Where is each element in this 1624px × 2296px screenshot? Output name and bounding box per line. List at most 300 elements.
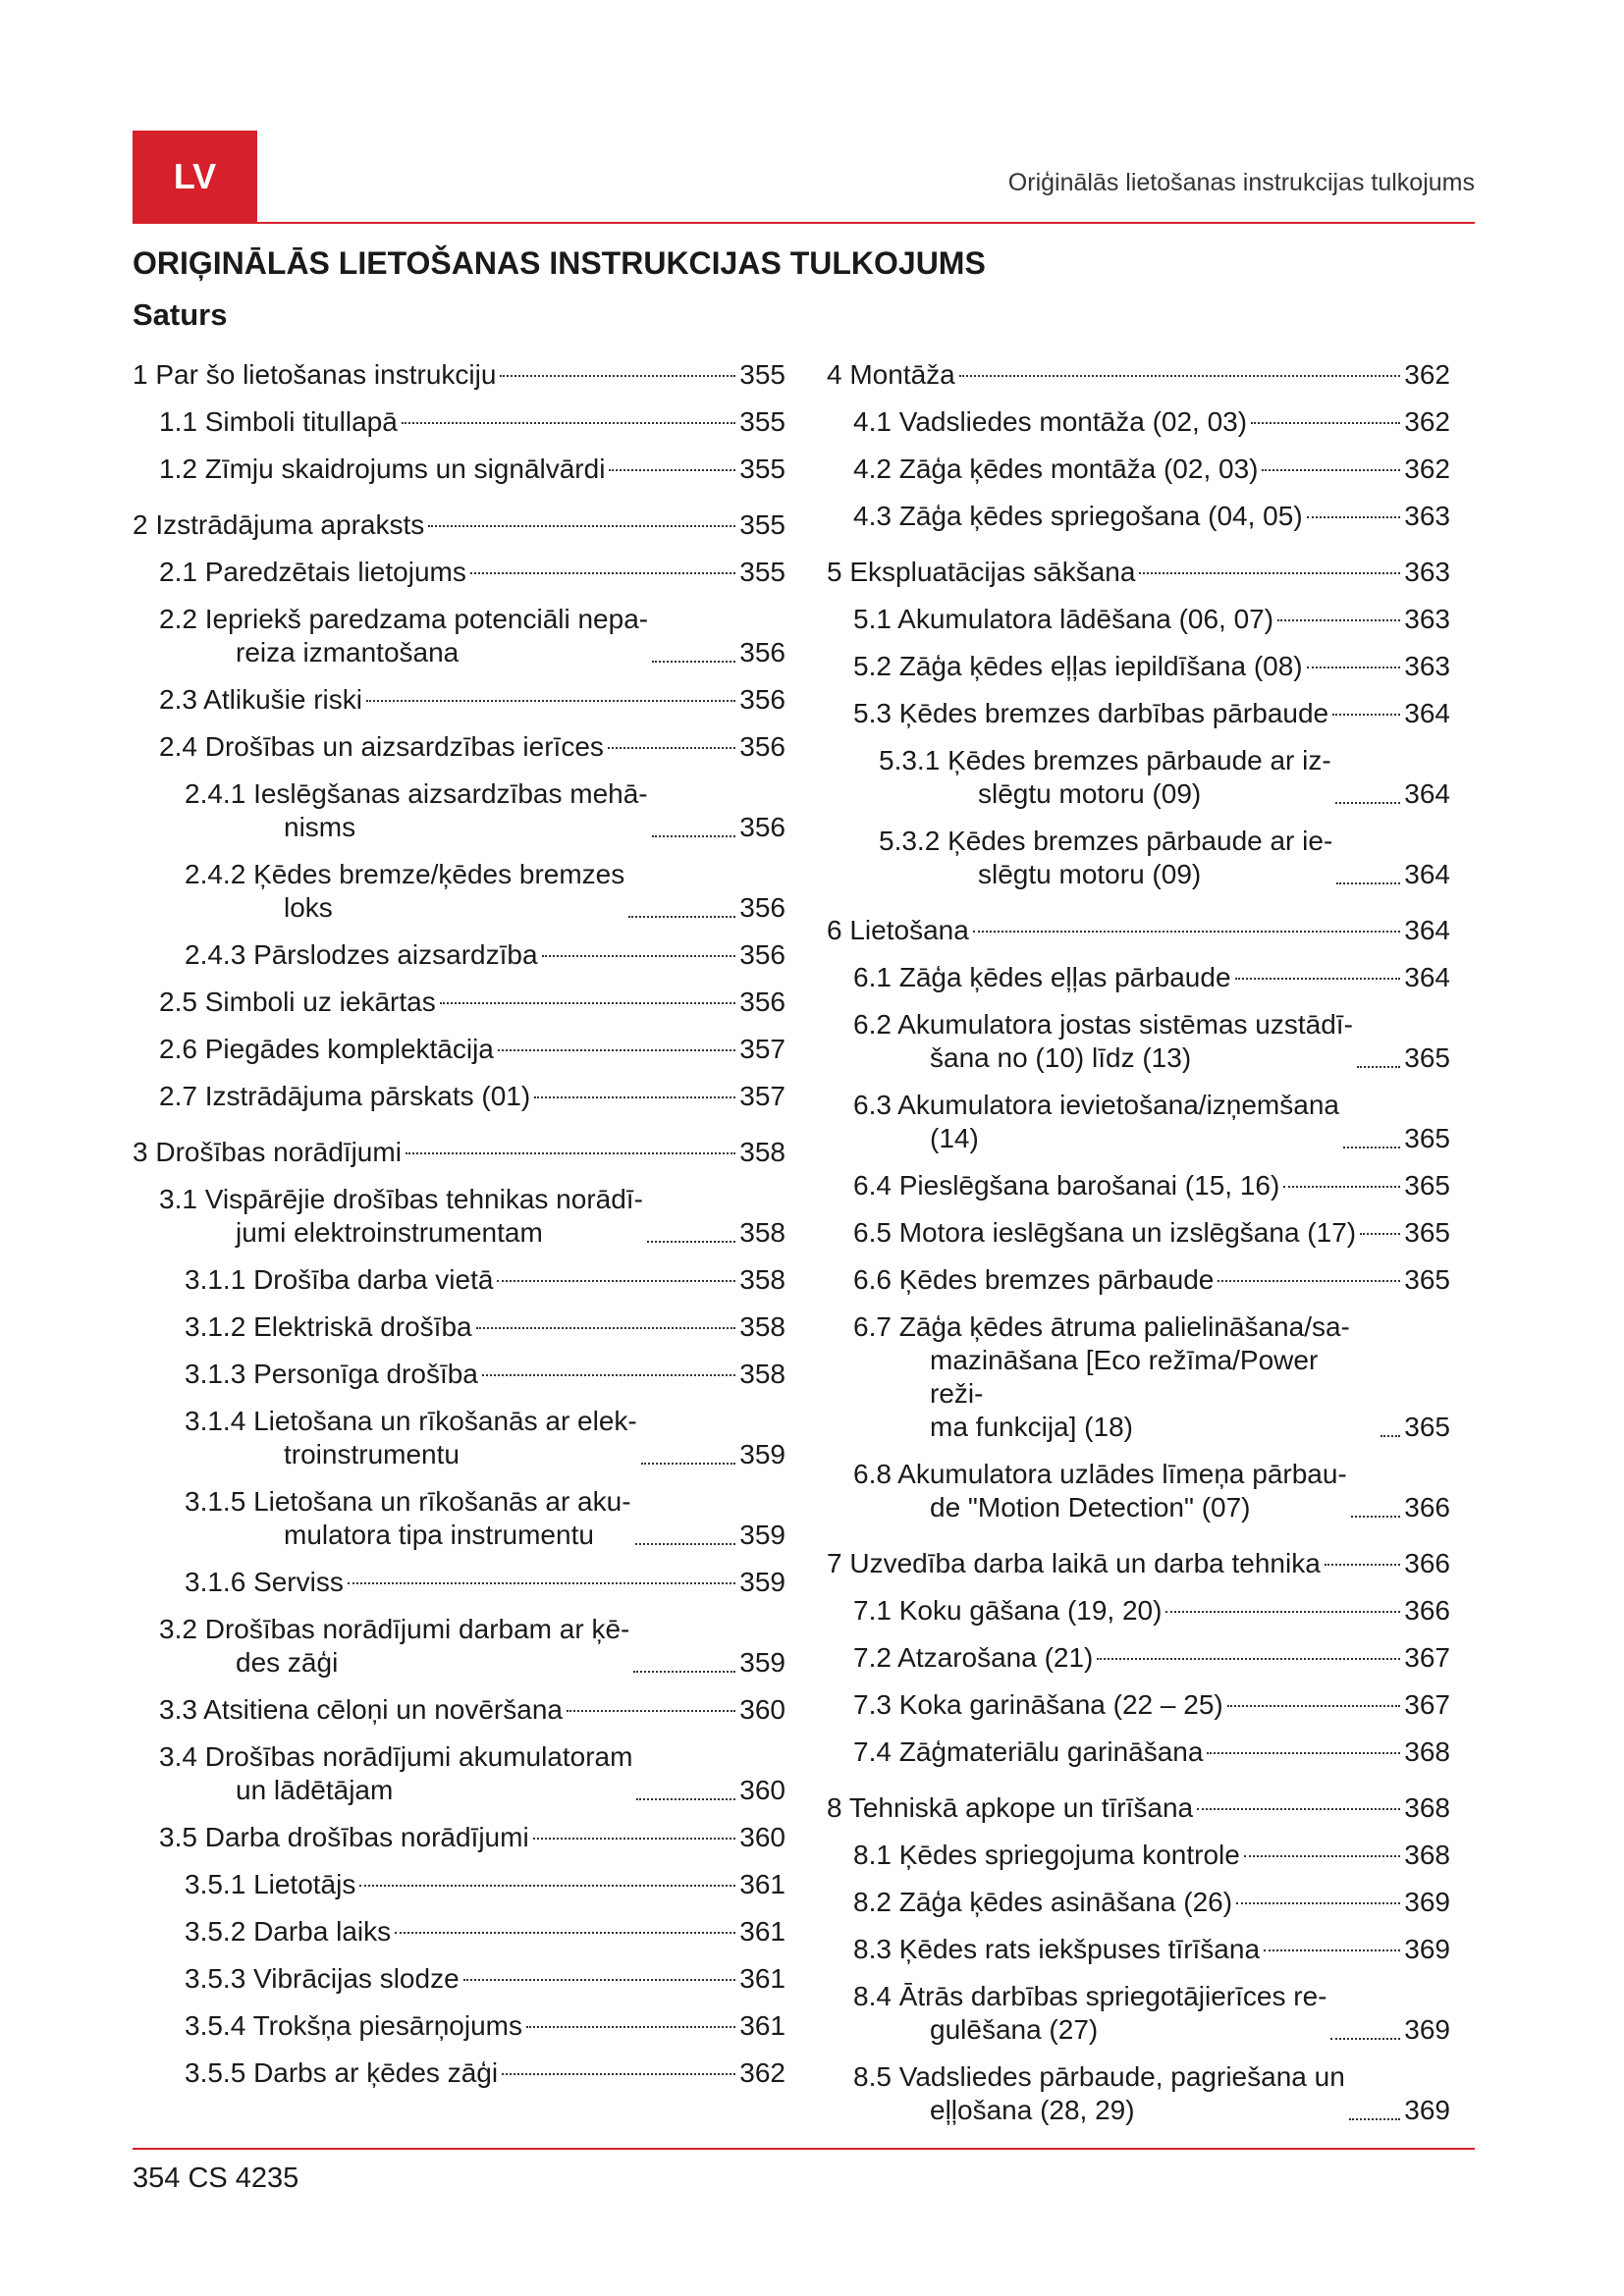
toc-entry-title — [159, 986, 436, 1019]
toc-entry-title — [185, 1962, 460, 1996]
toc-entry[interactable] — [827, 1458, 1450, 1524]
toc-entry[interactable] — [133, 683, 785, 717]
toc-dot-leader — [1139, 571, 1400, 574]
toc-entry[interactable] — [133, 1183, 785, 1250]
toc-dot-leader — [428, 524, 735, 527]
toc-entry[interactable] — [827, 1886, 1450, 1919]
toc-entry-text: Pārslodzes aizsardzība — [253, 939, 538, 970]
toc-entry-title — [853, 1008, 1353, 1075]
toc-entry-title — [827, 556, 1135, 589]
toc-entry[interactable] — [827, 1547, 1450, 1580]
toc-page-number: 355 — [739, 359, 785, 390]
toc-entry-title — [159, 1821, 529, 1854]
toc-entry-text-continued: ma funkcija] (18) — [930, 1412, 1133, 1442]
toc-entry-text: Drošības norādījumi — [155, 1137, 402, 1167]
toc-entry[interactable] — [827, 358, 1450, 392]
toc-entry[interactable] — [827, 1310, 1450, 1444]
toc-dot-leader — [542, 954, 736, 957]
toc-entry-number: 3.1.3 — [185, 1359, 246, 1389]
toc-entry[interactable] — [133, 508, 785, 542]
toc-entry-number: 2.4.2 — [185, 859, 246, 889]
toc-entry-text: Darbs ar ķēdes zāģi — [253, 2057, 499, 2088]
toc-entry-text: Personīga drošība — [253, 1359, 478, 1389]
toc-entry-number: 3.5.3 — [185, 1963, 246, 1994]
running-header-title: Oriģinālās lietošanas instrukcijas tulkojums — [1007, 169, 1475, 196]
toc-page-number: 356 — [739, 637, 785, 667]
toc-entry[interactable] — [133, 1405, 785, 1471]
toc-entry[interactable] — [133, 1310, 785, 1344]
toc-entry-title — [827, 1791, 1193, 1825]
toc-entry[interactable] — [133, 1868, 785, 1901]
toc-entry-text: Ķēdes bremze/ķēdes bremzes — [253, 859, 625, 889]
toc-dot-leader — [636, 1797, 735, 1800]
toc-entry-number: 7.1 — [853, 1595, 892, 1626]
toc-entry-number: 3.5.2 — [185, 1916, 246, 1947]
toc-entry-text: Zāģa ķēdes montāža (02, 03) — [898, 454, 1259, 484]
toc-entry-text: Drošības un aizsardzības ierīces — [204, 731, 604, 762]
toc-entry-text: Ieslēgšanas aizsardzības mehā- — [253, 778, 648, 809]
toc-entry-number: 4 — [827, 359, 842, 390]
toc-page-number: 359 — [739, 1439, 785, 1469]
toc-page-number: 368 — [1404, 1792, 1450, 1823]
toc-dot-leader — [1235, 977, 1401, 980]
toc-entry-title — [853, 1089, 1339, 1155]
toc-page-number: 358 — [739, 1264, 785, 1295]
toc-entry-title — [159, 556, 466, 589]
toc-entry-title — [185, 858, 624, 925]
toc-dot-leader — [500, 374, 735, 377]
toc-entry-text-continued: slēgtu motoru (09) — [978, 778, 1202, 809]
toc-page-number: 355 — [739, 557, 785, 587]
toc-entry-number: 3.2 — [159, 1614, 197, 1644]
footer-divider — [133, 2148, 1475, 2150]
toc-entry-title — [159, 1693, 563, 1727]
toc-entry-text: Pieslēgšana barošanai (15, 16) — [898, 1170, 1280, 1201]
toc-page-number: 363 — [1404, 651, 1450, 681]
toc-entry-number: 5.3.1 — [879, 745, 941, 775]
toc-entry[interactable] — [133, 1613, 785, 1680]
toc-entry[interactable] — [133, 1915, 785, 1949]
toc-entry[interactable] — [827, 697, 1450, 730]
toc-entry-number: 1.1 — [159, 406, 197, 437]
toc-entry[interactable] — [133, 2056, 785, 2090]
toc-entry[interactable] — [827, 1008, 1450, 1075]
toc-page-number: 369 — [1404, 1934, 1450, 1964]
toc-entry-text: Piegādes komplektācija — [204, 1034, 494, 1064]
toc-entry-text: Zāģmateriālu garināšana — [898, 1736, 1204, 1767]
toc-entry-title — [159, 730, 604, 764]
toc-dot-leader — [476, 1326, 736, 1329]
toc-entry-title — [185, 777, 648, 844]
toc-dot-leader — [497, 1279, 735, 1282]
language-badge: LV — [133, 131, 257, 223]
toc-entry-text: Akumulatora ievietošana/izņemšana — [897, 1090, 1339, 1120]
toc-entry-number: 8.2 — [853, 1887, 892, 1917]
header-divider — [133, 222, 1475, 224]
toc-entry-text: Ātrās darbības spriegotājierīces re- — [898, 1981, 1327, 2011]
toc-entry-text: Ķēdes rats iekšpuses tīrīšana — [898, 1934, 1261, 1964]
toc-page-number: 362 — [739, 2057, 785, 2088]
toc-entry-text-continued: de "Motion Detection" (07) — [930, 1492, 1251, 1522]
toc-page-number: 361 — [739, 1869, 785, 1899]
toc-entry-number: 3.5.5 — [185, 2057, 246, 2088]
toc-entry-title — [853, 1641, 1093, 1675]
toc-entry-text: Ķēdes bremzes darbības pārbaude — [898, 698, 1329, 728]
toc-page-number: 364 — [1404, 915, 1450, 945]
toc-entry[interactable] — [133, 858, 785, 925]
toc-entry-number: 7.4 — [853, 1736, 892, 1767]
toc-entry-title — [853, 1169, 1279, 1202]
toc-entry-text-continued: gulēšana (27) — [930, 2014, 1099, 2045]
toc-entry[interactable] — [827, 825, 1450, 891]
toc-entry[interactable] — [827, 1791, 1450, 1825]
toc-entry[interactable] — [133, 1358, 785, 1391]
toc-entry-number: 5.2 — [853, 651, 892, 681]
toc-entry[interactable] — [827, 1216, 1450, 1250]
toc-page-number: 358 — [739, 1311, 785, 1342]
toc-entry-text: Montāža — [849, 359, 955, 390]
toc-entry-text: Vadsliedes pārbaude, pagriešana un — [898, 2061, 1345, 2092]
toc-entry-text-continued: slēgtu motoru (09) — [978, 859, 1202, 889]
toc-entry-title — [185, 1566, 344, 1599]
toc-dot-leader — [1264, 1949, 1400, 1951]
toc-entry[interactable] — [133, 1263, 785, 1297]
toc-entry[interactable] — [827, 914, 1450, 947]
toc-entry-text: Iepriekš paredzama potenciāli nepa- — [204, 604, 649, 634]
toc-entry[interactable] — [133, 1693, 785, 1727]
toc-entry[interactable] — [133, 1033, 785, 1066]
toc-entry[interactable] — [133, 603, 785, 669]
toc-entry-title — [853, 1263, 1214, 1297]
toc-entry[interactable] — [827, 1263, 1450, 1297]
toc-entry-title — [827, 1547, 1321, 1580]
toc-dot-leader — [1336, 881, 1400, 884]
toc-entry-number: 2.4 — [159, 731, 197, 762]
toc-page-number: 356 — [739, 939, 785, 970]
toc-heading: Saturs — [133, 297, 228, 332]
toc-entry-title — [853, 405, 1247, 439]
toc-entry[interactable] — [827, 1169, 1450, 1202]
toc-entry-number: 2.6 — [159, 1034, 197, 1064]
toc-dot-leader — [652, 834, 736, 837]
toc-entry-text-continued: nisms — [284, 812, 356, 842]
toc-entry-text: Simboli titullapā — [204, 406, 398, 437]
toc-entry-number: 7.2 — [853, 1642, 892, 1673]
toc-entry[interactable] — [133, 1136, 785, 1169]
toc-entry-title — [159, 1183, 643, 1250]
toc-dot-leader — [567, 1709, 735, 1712]
toc-entry-text: Zāģa ķēdes eļļas iepildīšana (08) — [898, 651, 1303, 681]
toc-page-number: 363 — [1404, 501, 1450, 531]
toc-entry-text-continued: des zāģi — [236, 1647, 339, 1678]
toc-entry-number: 6.8 — [853, 1459, 892, 1489]
toc-entry[interactable] — [827, 961, 1450, 994]
toc-entry-text: Zāģa ķēdes ātruma palielināšana/sa- — [898, 1311, 1350, 1342]
toc-entry-title — [853, 500, 1303, 533]
toc-page-number: 358 — [739, 1137, 785, 1167]
toc-dot-leader — [1097, 1657, 1400, 1660]
toc-entry[interactable] — [827, 453, 1450, 486]
toc-entry-title — [853, 1839, 1240, 1872]
toc-dot-leader — [1360, 1232, 1400, 1235]
toc-entry[interactable] — [133, 453, 785, 486]
toc-page-number: 365 — [1404, 1264, 1450, 1295]
toc-dot-leader — [1207, 1751, 1400, 1754]
toc-dot-leader — [1165, 1610, 1400, 1613]
toc-page-number: 356 — [739, 684, 785, 715]
toc-page-number: 355 — [739, 454, 785, 484]
toc-entry-title — [159, 1740, 632, 1807]
toc-page-number: 361 — [739, 1916, 785, 1947]
toc-entry-title — [185, 1485, 631, 1552]
toc-dot-leader — [1277, 618, 1400, 621]
toc-page-number: 366 — [1404, 1492, 1450, 1522]
toc-entry-text: Vibrācijas slodze — [253, 1963, 460, 1994]
toc-entry-title — [853, 1688, 1223, 1722]
toc-entry-title — [185, 1405, 637, 1471]
toc-entry[interactable] — [133, 938, 785, 972]
toc-entry-title — [879, 744, 1331, 811]
toc-entry[interactable] — [827, 1594, 1450, 1628]
toc-page-number: 364 — [1404, 859, 1450, 889]
toc-entry-number: 1 — [133, 359, 148, 390]
toc-entry-number: 2.5 — [159, 987, 197, 1017]
toc-entry-text: Paredzētais lietojums — [204, 557, 466, 587]
toc-dot-leader — [470, 571, 735, 574]
toc-entry-number: 5.1 — [853, 604, 892, 634]
toc-dot-leader — [1307, 515, 1401, 518]
toc-entry-number: 3.1 — [159, 1184, 197, 1214]
toc-entry-number: 5 — [827, 557, 842, 587]
toc-dot-leader — [633, 1670, 735, 1673]
toc-page-number: 359 — [739, 1647, 785, 1678]
toc-page-number: 366 — [1404, 1595, 1450, 1626]
toc-page-number: 365 — [1404, 1042, 1450, 1073]
toc-page-number: 369 — [1404, 2014, 1450, 2045]
toc-entry-text: Motora ieslēgšana un izslēgšana (17) — [898, 1217, 1357, 1248]
toc-entry-title — [853, 2060, 1345, 2127]
toc-entry-number: 6.2 — [853, 1009, 892, 1040]
toc-entry-text: Atsitiena cēloņi un novēršana — [203, 1694, 563, 1725]
toc-entry-number: 6.7 — [853, 1311, 892, 1342]
toc-entry-title — [133, 1136, 402, 1169]
toc-page-number: 363 — [1404, 604, 1450, 634]
toc-entry-text-continued: jumi elektroinstrumentam — [236, 1217, 543, 1248]
toc-entry-text-continued: eļļošana (28, 29) — [930, 2095, 1135, 2125]
toc-column-left — [133, 358, 785, 2090]
toc-entry[interactable] — [827, 1735, 1450, 1769]
toc-entry-title — [133, 508, 424, 542]
toc-entry[interactable] — [133, 2009, 785, 2043]
toc-entry-title — [185, 1868, 355, 1901]
toc-entry-title — [159, 683, 362, 717]
toc-entry-number: 7.3 — [853, 1689, 892, 1720]
toc-dot-leader — [1332, 713, 1400, 716]
toc-entry-text: Izstrādājuma pārskats (01) — [204, 1081, 531, 1111]
toc-entry-number: 5.3.2 — [879, 826, 941, 856]
toc-entry-title — [185, 1310, 472, 1344]
toc-entry-title — [159, 603, 648, 669]
page-footer: 354 CS 4235 — [133, 2163, 299, 2194]
toc-dot-leader — [366, 699, 735, 702]
toc-entry-text: Izstrādājuma apraksts — [155, 509, 425, 540]
toc-page-number: 364 — [1404, 962, 1450, 992]
toc-dot-leader — [359, 1884, 735, 1887]
toc-page-number: 365 — [1404, 1123, 1450, 1153]
toc-dot-leader — [1307, 666, 1401, 668]
toc-dot-leader — [628, 915, 735, 918]
toc-entry[interactable] — [827, 744, 1450, 811]
toc-entry[interactable] — [827, 500, 1450, 533]
toc-entry-text: Koka garināšana (22 – 25) — [898, 1689, 1223, 1720]
toc-dot-leader — [959, 374, 1401, 377]
toc-entry-number: 2.2 — [159, 604, 197, 634]
toc-page-number: 362 — [1404, 359, 1450, 390]
toc-entry-number: 8.4 — [853, 1981, 892, 2011]
toc-entry-number: 4.3 — [853, 501, 892, 531]
toc-entry[interactable] — [827, 556, 1450, 589]
toc-dot-leader — [1218, 1279, 1400, 1282]
toc-page-number: 365 — [1404, 1412, 1450, 1442]
toc-dot-leader — [1236, 1901, 1400, 1904]
toc-entry[interactable] — [133, 358, 785, 392]
toc-entry-title — [185, 2009, 522, 2043]
toc-dot-leader — [1325, 1563, 1400, 1566]
toc-dot-leader — [1197, 1807, 1400, 1810]
toc-dot-leader — [406, 1151, 735, 1154]
toc-dot-leader — [1351, 1515, 1401, 1518]
toc-entry-number: 5.3 — [853, 698, 892, 728]
toc-entry-title — [853, 1735, 1203, 1769]
toc-dot-leader — [502, 2072, 735, 2075]
toc-entry-title — [853, 603, 1273, 636]
toc-column-right — [827, 358, 1450, 2127]
toc-entry-title — [853, 1458, 1347, 1524]
toc-entry[interactable] — [133, 1962, 785, 1996]
toc-page-number: 368 — [1404, 1840, 1450, 1870]
toc-page-number: 356 — [739, 987, 785, 1017]
toc-dot-leader — [641, 1462, 736, 1465]
toc-entry-number: 3.1.4 — [185, 1406, 246, 1436]
toc-entry-number: 3 — [133, 1137, 148, 1167]
toc-dot-leader — [1335, 801, 1401, 804]
toc-entry-title — [185, 2056, 498, 2090]
toc-entry-title — [853, 650, 1303, 683]
toc-entry-number: 3.3 — [159, 1694, 197, 1725]
toc-entry[interactable] — [133, 730, 785, 764]
toc-dot-leader — [482, 1373, 735, 1376]
toc-entry-title — [879, 825, 1332, 891]
toc-entry[interactable] — [827, 1980, 1450, 2047]
toc-entry-number: 3.5 — [159, 1822, 197, 1852]
toc-entry[interactable] — [133, 1080, 785, 1113]
toc-dot-leader — [1227, 1704, 1401, 1707]
toc-entry-text: Zāģa ķēdes asināšana (26) — [898, 1887, 1233, 1917]
toc-entry-text: Akumulatora uzlādes līmeņa pārbau- — [897, 1459, 1347, 1489]
toc-entry-number: 6.5 — [853, 1217, 892, 1248]
toc-dot-leader — [402, 421, 735, 424]
toc-entry[interactable] — [133, 1821, 785, 1854]
toc-entry-title — [853, 1886, 1232, 1919]
toc-dot-leader — [609, 468, 735, 471]
toc-entry[interactable] — [827, 2060, 1450, 2127]
toc-page-number: 361 — [739, 2010, 785, 2041]
toc-dot-leader — [1244, 1854, 1400, 1857]
toc-entry[interactable] — [827, 1933, 1450, 1966]
toc-entry-title — [159, 405, 398, 439]
toc-page-number: 359 — [739, 1520, 785, 1550]
toc-entry[interactable] — [133, 1566, 785, 1599]
toc-entry-number: 3.5.1 — [185, 1869, 246, 1899]
toc-entry[interactable] — [133, 986, 785, 1019]
toc-entry-text: Ķēdes bremzes pārbaude — [898, 1264, 1215, 1295]
toc-dot-leader — [1283, 1185, 1400, 1188]
toc-entry-title — [853, 961, 1231, 994]
toc-entry-number: 1.2 — [159, 454, 197, 484]
toc-dot-leader — [1262, 468, 1400, 471]
toc-entry-number: 6.3 — [853, 1090, 892, 1120]
toc-entry[interactable] — [827, 1839, 1450, 1872]
toc-entry-number: 2 — [133, 509, 148, 540]
toc-entry-text-continued: un lādētājam — [236, 1775, 394, 1805]
toc-entry[interactable] — [827, 1089, 1450, 1155]
toc-entry-number: 6.6 — [853, 1264, 892, 1295]
toc-page-number: 356 — [739, 731, 785, 762]
toc-page-number: 363 — [1404, 557, 1450, 587]
toc-page-number: 360 — [739, 1775, 785, 1805]
toc-entry-text: Ekspluatācijas sākšana — [849, 557, 1136, 587]
toc-dot-leader — [526, 2025, 735, 2028]
toc-entry[interactable] — [133, 556, 785, 589]
toc-page-number: 361 — [739, 1963, 785, 1994]
toc-entry-number: 3.1.5 — [185, 1486, 246, 1517]
toc-entry-title — [185, 1263, 493, 1297]
toc-entry-title — [827, 358, 955, 392]
toc-entry-number: 3.1.6 — [185, 1567, 246, 1597]
toc-entry-number: 2.3 — [159, 684, 197, 715]
toc-entry-text: Vispārējie drošības tehnikas norādī- — [204, 1184, 643, 1214]
toc-dot-leader — [440, 1001, 736, 1004]
toc-page-number: 357 — [739, 1081, 785, 1111]
toc-entry[interactable] — [133, 405, 785, 439]
toc-entry-text: Zāģa ķēdes spriegošana (04, 05) — [898, 501, 1303, 531]
toc-entry-text: Zīmju skaidrojums un signālvārdi — [204, 454, 606, 484]
toc-entry[interactable] — [827, 650, 1450, 683]
toc-entry-title — [159, 453, 605, 486]
toc-entry-number: 2.7 — [159, 1081, 197, 1111]
toc-entry[interactable] — [133, 1485, 785, 1552]
toc-entry[interactable] — [827, 1641, 1450, 1675]
toc-entry[interactable] — [133, 1740, 785, 1807]
toc-entry-text: Koku gāšana (19, 20) — [898, 1595, 1163, 1626]
toc-entry-text-continued: mulatora tipa instrumentu — [284, 1520, 594, 1550]
toc-entry[interactable] — [827, 405, 1450, 439]
toc-page-number: 367 — [1404, 1642, 1450, 1673]
toc-entry[interactable] — [133, 777, 785, 844]
toc-dot-leader — [647, 1240, 735, 1243]
toc-page-number: 358 — [739, 1217, 785, 1248]
toc-entry[interactable] — [827, 603, 1450, 636]
toc-entry-text: Elektriskā drošība — [253, 1311, 472, 1342]
toc-entry-text: Vadsliedes montāža (02, 03) — [898, 406, 1248, 437]
toc-entry[interactable] — [827, 1688, 1450, 1722]
toc-entry-number: 3.5.4 — [185, 2010, 246, 2041]
toc-dot-leader — [463, 1978, 736, 1981]
toc-entry-text: Zāģa ķēdes eļļas pārbaude — [898, 962, 1231, 992]
toc-dot-leader — [635, 1542, 736, 1545]
toc-entry-number: 3.4 — [159, 1741, 197, 1772]
toc-entry-text-continued: šana no (10) līdz (13) — [930, 1042, 1192, 1073]
